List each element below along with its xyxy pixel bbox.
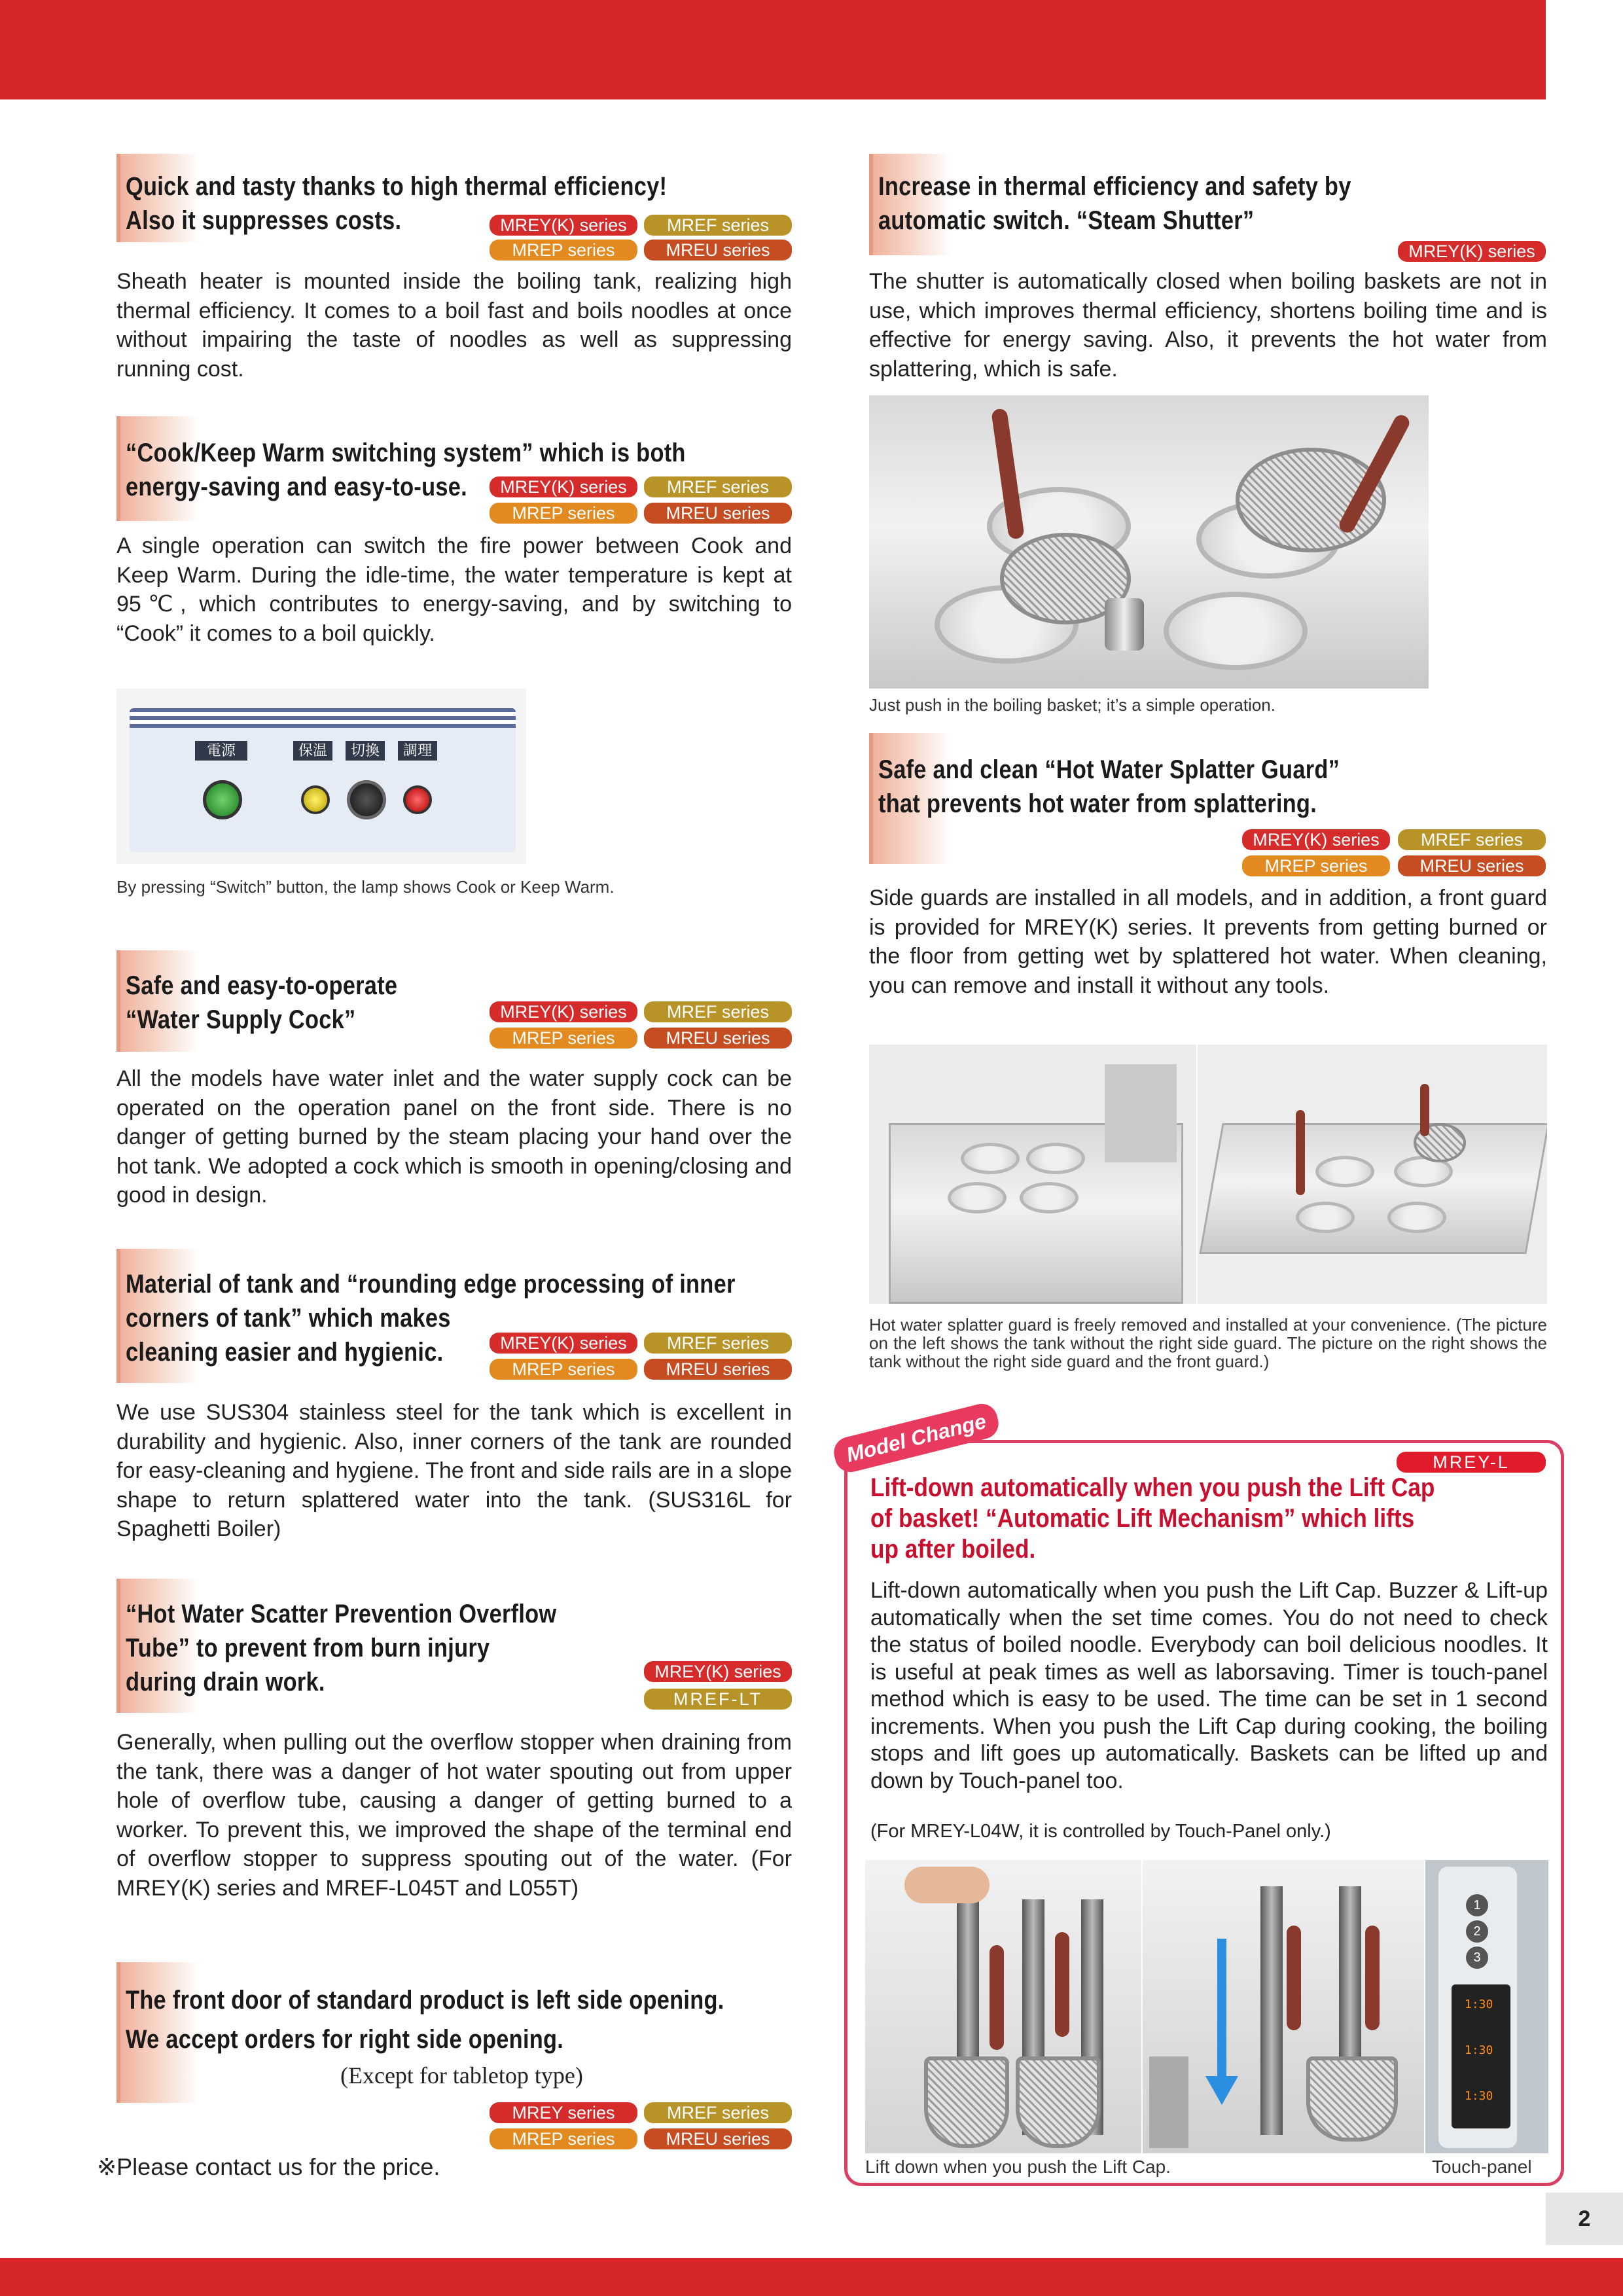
tag-mrep: MREP series [490,503,637,524]
section-overflow-body: Generally, when pulling out the overflow stopper when draining from the tank, there was a danger of hot water spouting out from upper hole of overflow tube, causing a danger of getting burned to a worker. To prevent this, we improved the shape of the terminal end of overflow stopper to suppress spouting out of the water. (For MREY(K) series and MREF-L045T and L055T) [116,1730,792,1901]
touch-panel-photo [1425,1860,1548,2153]
panel-key-2[interactable]: 2 [1466,1920,1488,1943]
steam-shutter-photo [869,395,1429,689]
lift-caption-left: Lift down when you push the Lift Cap. [865,2157,1171,2177]
section-material-title-line3: cleaning easier and hygienic. [126,1338,444,1367]
section-thermal-body: Sheath heater is mounted inside the boiling tank, realizing high thermal efficiency. It comes to a boil fast and boils noodles at once without impairing the taste of noodles as well as suppressing running cost. [116,269,792,382]
section-shutter-title-line1: Increase in thermal efficiency and safety by [878,172,1351,201]
guard-photo-right [1198,1045,1547,1304]
tag-mref: MREF series [644,1333,792,1354]
control-panel-photo [116,689,526,864]
section-door-title-line1: The front door of standard product is left side opening. [126,1986,724,2015]
tag-mreu: MREU series [644,503,792,524]
power-lamp [203,780,242,819]
lift-title-line1: Lift-down automatically when you push the Lift Cap [870,1473,1435,1502]
page-number: 2 [1546,2193,1623,2245]
panel-readout-1: 1:30 [1465,1998,1493,2011]
lift-title [870,1473,1551,1565]
lift-title-line2: of basket! “Automatic Lift Mechanism” which lifts [870,1504,1415,1533]
panel-key-1[interactable]: 1 [1466,1894,1488,1916]
section-material-body: We use SUS304 stainless steel for the tank which is excellent in durability and hygienic. Also, inner corners of the tank are rounded for easy-cleaning and hygiene. The front and side rails are in a slope shape to return splattered water into the tank. (SUS316L for Spaghetti Boiler) [116,1400,792,1541]
top-banner [0,0,1546,99]
label-keep: 保温 [293,741,332,761]
section-cook-title-line1: “Cook/Keep Warm switching system” which is both [126,439,686,467]
section-cook-body: A single operation can switch the fire power between Cook and Keep Warm. During the idle-time, the water temperature is kept at 95℃, which contributes to energy-saving, and by switching to “Cook” it comes to a boil quickly. [116,533,792,646]
tag-mref: MREF series [644,215,792,236]
section-guard-title-line1: Safe and clean “Hot Water Splatter Guard” [878,755,1340,784]
cook-lamp [403,785,432,814]
lift-title-line3: up after boiled. [870,1535,1036,1564]
section-cock-title-line2: “Water Supply Cock” [126,1005,356,1034]
section-material-title-line2: corners of tank” which makes [126,1304,451,1333]
panel-readout-2: 1:30 [1465,2043,1493,2057]
keep-warm-lamp [301,785,330,814]
section-thermal-title-line2: Also it suppresses costs. [126,206,402,235]
section-thermal-title-line1: Quick and tasty thanks to high thermal efficiency! [126,172,668,201]
tag-mreyk: MREY(K) series [490,476,637,497]
tag-mreu: MREU series [644,1028,792,1049]
tag-mreu: MREU series [644,2128,792,2149]
guard-photo-left [869,1045,1196,1304]
model-change-badge: Model Change [830,1401,1001,1475]
tag-mreu: MREU series [1398,855,1546,876]
steam-shutter-caption: Just push in the boiling basket; it’s a simple operation. [869,695,1275,715]
section-cook-title-line2: energy-saving and easy-to-use. [126,473,467,501]
tag-mreyk: MREY(K) series [490,1333,637,1354]
label-switch: 切換 [346,741,385,761]
section-guard-title-line2: that prevents hot water from splattering. [878,789,1317,818]
tag-mreu: MREU series [644,240,792,260]
bottom-banner [0,2258,1623,2296]
section-cock-title-line1: Safe and easy-to-operate [126,971,398,1000]
tag-mrep: MREP series [1242,855,1390,876]
tag-mrey-l: MREY-L [1397,1452,1546,1473]
tag-mrey: MREY series [490,2102,637,2123]
section-shutter-title-line2: automatic switch. “Steam Shutter” [878,206,1255,235]
section-overflow-title-line1: “Hot Water Scatter Prevention Overflow [126,1600,557,1628]
panel-readout-3: 1:30 [1465,2089,1493,2103]
switch-button [347,780,386,819]
tag-mref: MREF series [644,1001,792,1022]
section-shutter-header [869,154,1547,255]
section-cock-body: All the models have water inlet and the water supply cock can be operated on the operation panel on the front side. There is no danger of getting burned by the steam placing your hand over the hot tank. We adopted a cock which is smooth in opening/closing and good in design. [116,1066,792,1208]
tag-mreyk: MREY(K) series [490,1001,637,1022]
tag-mreyk: MREY(K) series [1398,241,1546,262]
tag-mrep: MREP series [490,1028,637,1049]
tag-mreyk: MREY(K) series [1242,829,1390,850]
tag-mrep: MREP series [490,1359,637,1380]
tag-mref-lt: MREF-LT [644,1689,792,1710]
section-door-note: (Except for tabletop type) [340,2062,583,2089]
section-material-title-line1: Material of tank and “rounding edge processing of inner [126,1270,736,1299]
section-door-title-line2: We accept orders for right side opening. [126,2025,564,2054]
lift-caption-right: Touch-panel [1432,2157,1532,2177]
section-overflow-title-line3: during drain work. [126,1668,325,1696]
control-panel-caption: By pressing “Switch” button, the lamp shows Cook or Keep Warm. [116,877,615,897]
label-power: 電源 [195,741,247,761]
label-cook: 調理 [398,741,437,761]
tag-mref: MREF series [1398,829,1546,850]
section-overflow-title-line2: Tube” to prevent from burn injury [126,1634,490,1662]
tag-mrep: MREP series [490,2128,637,2149]
tag-mref: MREF series [644,2102,792,2123]
section-guard-body: Side guards are installed in all models, and in addition, a front guard is provided for MREY(K) series. It prevents from getting burned or the floor from getting wet by splattered hot water. When cleaning, you can remove and install it without any tools. [869,886,1547,998]
tag-mrep: MREP series [490,240,637,260]
guard-caption: Hot water splatter guard is freely removed and installed at your convenience. (The picture on the left shows the tank without the right side guard. The picture on the right shows the tank without the right side guard and the front guard.) [869,1315,1547,1371]
tag-mreyk: MREY(K) series [490,215,637,236]
down-arrow-icon [1217,1939,1226,2083]
contact-note: ※Please contact us for the price. [97,2153,440,2180]
tag-mreu: MREU series [644,1359,792,1380]
lift-photo-left [865,1860,1141,2153]
section-shutter-body: The shutter is automatically closed when boiling baskets are not in use, which improves thermal efficiency, shortens boiling time and is effective for energy saving. Also, it prevents the hot water from splattering, which is safe. [869,269,1547,382]
lift-note: (For MREY-L04W, it is controlled by Touch-Panel only.) [870,1821,1331,1842]
lift-photo-middle [1143,1860,1424,2153]
tag-mref: MREF series [644,476,792,497]
tag-mreyk: MREY(K) series [644,1661,792,1682]
lift-body: Lift-down automatically when you push the Lift Cap. Buzzer & Lift-up automatically when the set time comes. You do not need to check the status of boiled noodle. Everybody can boil delicious noodles. It is useful at peak times as well as laborsaving. Timer is touch-panel method which is easy to be used. The time can be set in 1 second increments. When you push the Lift Cap during cooking, the boiling stops and lift goes up automatically. Baskets can be lifted up and down by Touch-panel too. [870,1578,1548,1793]
panel-key-3[interactable]: 3 [1466,1946,1488,1969]
